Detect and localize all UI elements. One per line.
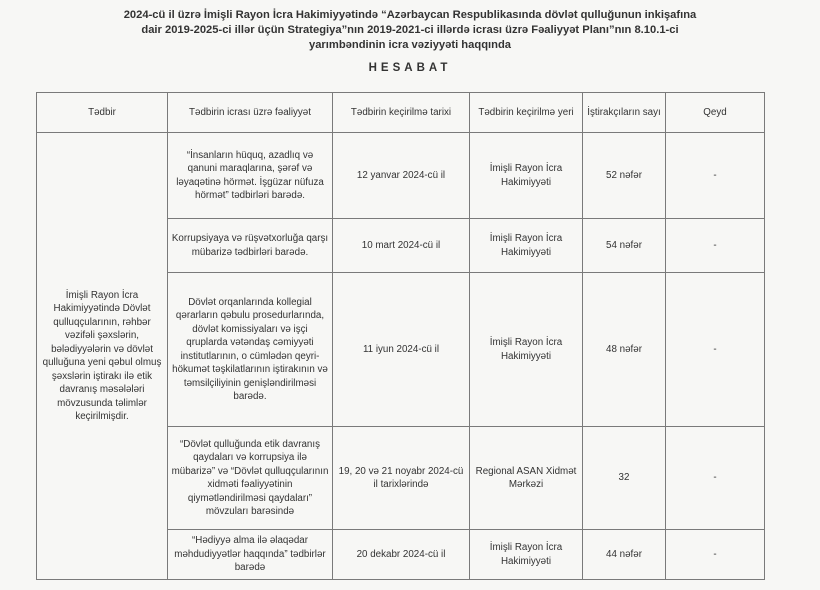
date-cell: 20 dekabr 2024-cü il: [333, 530, 470, 580]
report-title-line: yarımbəndinin icra vəziyyəti haqqında: [308, 39, 512, 51]
report-heading: HESABAT: [368, 62, 452, 74]
place-cell: İmişli Rayon İcra Hakimiyyəti: [470, 530, 583, 580]
header-note: Qeyd: [666, 93, 765, 133]
place-cell: İmişli Rayon İcra Hakimiyyəti: [470, 219, 583, 273]
note-cell: -: [666, 427, 765, 530]
participants-cell: 52 nəfər: [583, 133, 666, 219]
note-cell: -: [666, 530, 765, 580]
date-cell: 19, 20 və 21 noyabr 2024-cü il tarixlərində: [333, 427, 470, 530]
table-row: [37, 133, 765, 219]
report-title-line: 2024-cü il üzrə İmişli Rayon İcra Hakimiyyətində “Azərbaycan Respublikasında dövlət qulluğunun inkişafına: [123, 9, 697, 21]
participants-cell: 48 nəfər: [583, 273, 666, 427]
activity-cell: Dövlət orqanlarında kollegial qərarların qəbulu prosedurlarında, dövlət komissiyaları və işçi qruplarda vətəndaş cəmiyyəti institutlarının, o cümlədən qeyri-hökumət təşkilatlarının iştirakının və təmsilçiliyinin genişləndirilməsi barədə.: [168, 273, 333, 427]
activity-cell: Korrupsiyaya və rüşvətxorluğa qarşı mübarizə tədbirləri barədə.: [168, 219, 333, 273]
date-cell: 11 iyun 2024-cü il: [333, 273, 470, 427]
report-table: [36, 92, 765, 580]
participants-cell: 32: [583, 427, 666, 530]
header-measure: Tədbir: [37, 93, 168, 133]
note-cell: -: [666, 273, 765, 427]
table-header-row: [37, 93, 765, 133]
header-activity: Tədbirin icrası üzrə fəaliyyət: [168, 93, 333, 133]
activity-cell: “Hədiyyə alma ilə əlaqədar məhdudiyyətlər haqqında” tədbirlər barədə: [168, 530, 333, 580]
activity-cell: “İnsanların hüquq, azadlıq və qanuni maraqlarına, şərəf və ləyaqətinə hörmət. İşgüzar nüfuza hörmət” tədbirləri barədə.: [168, 133, 333, 219]
date-cell: 12 yanvar 2024-cü il: [333, 133, 470, 219]
report-title: [60, 8, 760, 53]
participants-cell: 54 nəfər: [583, 219, 666, 273]
participants-cell: 44 nəfər: [583, 530, 666, 580]
measure-cell: İmişli Rayon İcra Hakimiyyətində Dövlət qulluqçularının, rəhbər vəzifəli şəxslərin, bələdiyyələrin və dövlət qulluğuna yeni qəbul olmuş şəxslərin iştirakı ilə etik davranış məsələləri mövzusunda təlimlər keçirilmişdir.: [37, 133, 168, 580]
note-cell: -: [666, 219, 765, 273]
note-cell: -: [666, 133, 765, 219]
report-title-line: dair 2019-2025-ci illər üçün Strategiya”nın 2019-2021-ci illərdə icrası üzrə Fəaliyyət Planı”nın 8.10.1-ci: [141, 24, 679, 36]
place-cell: İmişli Rayon İcra Hakimiyyəti: [470, 273, 583, 427]
activity-cell: “Dövlət qulluğunda etik davranış qaydaları və korrupsiya ilə mübarizə” və “Dövlət qulluqçularının xidməti fəaliyyətinin qiymətləndirilməsi qaydaları” mövzuları barəsində: [168, 427, 333, 530]
place-cell: Regional ASAN Xidmət Mərkəzi: [470, 427, 583, 530]
header-place: Tədbirin keçirilmə yeri: [470, 93, 583, 133]
header-participants: İştirakçıların sayı: [583, 93, 666, 133]
date-cell: 10 mart 2024-cü il: [333, 219, 470, 273]
header-date: Tədbirin keçirilmə tarixi: [333, 93, 470, 133]
place-cell: İmişli Rayon İcra Hakimiyyəti: [470, 133, 583, 219]
